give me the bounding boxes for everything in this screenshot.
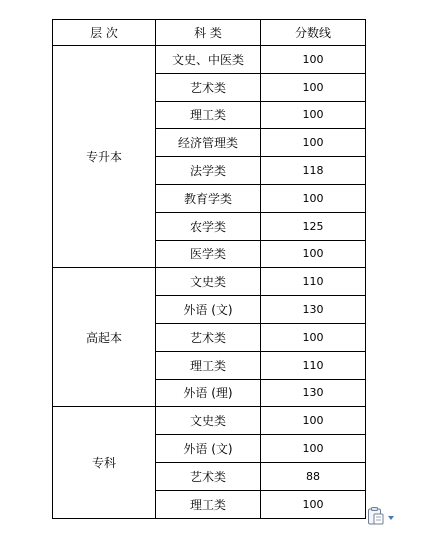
clipboard-icon [367, 506, 385, 526]
table-row [53, 407, 366, 435]
level-cell: 专升本 [53, 46, 156, 268]
subject-cell: 外语 (文) [156, 296, 261, 324]
score-cell: 100 [261, 240, 366, 268]
subject-cell: 理工类 [156, 490, 261, 518]
score-cell: 130 [261, 379, 366, 407]
subject-cell: 法学类 [156, 157, 261, 185]
subject-cell: 艺术类 [156, 73, 261, 101]
score-cell: 100 [261, 101, 366, 129]
score-cell: 130 [261, 296, 366, 324]
score-cell: 100 [261, 129, 366, 157]
table-row [53, 46, 366, 74]
score-cell: 88 [261, 462, 366, 490]
subject-cell: 文史类 [156, 268, 261, 296]
paste-options-button[interactable] [367, 505, 401, 527]
score-cell: 125 [261, 212, 366, 240]
header-score: 分数线 [261, 20, 366, 46]
score-cell: 100 [261, 73, 366, 101]
header-subject: 科 类 [156, 20, 261, 46]
score-cell: 100 [261, 184, 366, 212]
score-cell: 110 [261, 268, 366, 296]
subject-cell: 理工类 [156, 351, 261, 379]
score-cell: 100 [261, 323, 366, 351]
score-cell: 100 [261, 46, 366, 74]
subject-cell: 教育学类 [156, 184, 261, 212]
subject-cell: 文史、中医类 [156, 46, 261, 74]
level-cell: 高起本 [53, 268, 156, 407]
score-cell: 110 [261, 351, 366, 379]
subject-cell: 艺术类 [156, 462, 261, 490]
subject-cell: 理工类 [156, 101, 261, 129]
score-cell: 118 [261, 157, 366, 185]
score-cell: 100 [261, 490, 366, 518]
header-level: 层 次 [53, 20, 156, 46]
table-row [53, 268, 366, 296]
subject-cell: 外语 (理) [156, 379, 261, 407]
subject-cell: 文史类 [156, 407, 261, 435]
subject-cell: 农学类 [156, 212, 261, 240]
score-line-table [52, 19, 366, 519]
table-header-row [53, 20, 366, 46]
score-cell: 100 [261, 407, 366, 435]
subject-cell: 医学类 [156, 240, 261, 268]
subject-cell: 外语 (文) [156, 435, 261, 463]
score-cell: 100 [261, 435, 366, 463]
subject-cell: 艺术类 [156, 323, 261, 351]
subject-cell: 经济管理类 [156, 129, 261, 157]
level-cell: 专科 [53, 407, 156, 518]
dropdown-arrow-icon[interactable] [388, 516, 394, 520]
table-body [53, 46, 366, 519]
